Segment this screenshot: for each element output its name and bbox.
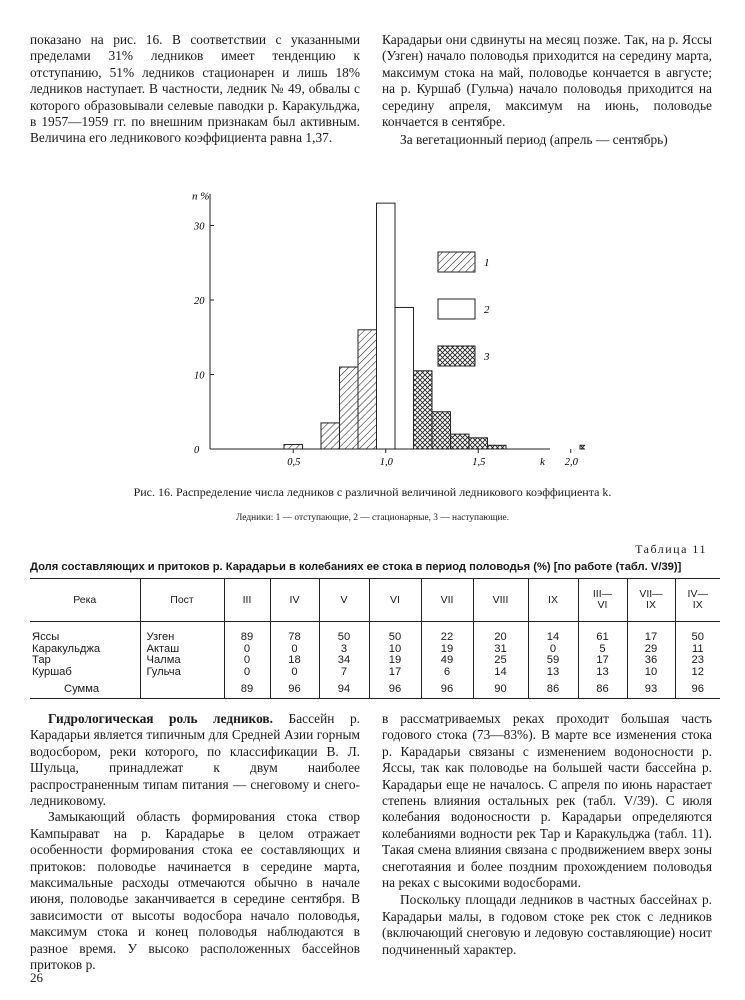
- paragraph: Гидрологическая роль ледников. Бассейн р. Карадарьи является типичным для Средней Азии горным водосбором, реки которого, по классификации В. Л. Шульца, принадлежат к двум наиболее распространенным типам питания — снеговому и снего-ледниковому.: [30, 711, 360, 809]
- table-header-row: [30, 579, 720, 622]
- text-column-right-bottom: [382, 711, 712, 958]
- bar: [414, 371, 433, 449]
- table-cell: [140, 678, 224, 698]
- bar: [340, 367, 359, 449]
- table-cell: Тар: [32, 654, 51, 667]
- legend-label: 3: [484, 351, 490, 363]
- column-header: VII— IX: [627, 579, 675, 622]
- table-cell: 59: [528, 655, 578, 667]
- table-cell: Сумма: [30, 678, 140, 698]
- bar: [432, 412, 451, 449]
- table-body: [30, 622, 720, 699]
- table-cell: 13: [578, 667, 627, 679]
- column-header: IV: [270, 579, 319, 622]
- table-cell: 19: [369, 655, 421, 667]
- table-cell: 10: [627, 667, 675, 679]
- bar: [395, 307, 414, 449]
- table-cell: 0: [224, 644, 270, 656]
- table-cell: Чалма: [140, 655, 224, 667]
- table-cell: 19: [421, 644, 473, 656]
- table-cell: 34: [319, 655, 369, 667]
- table-cell: 22: [421, 622, 473, 644]
- column-header: VI: [369, 579, 421, 622]
- bar: [488, 445, 507, 449]
- legend-label: 2: [484, 304, 490, 316]
- paragraph: За вегетационный период (апрель — сентябрь): [400, 132, 668, 148]
- table-cell: 0: [528, 644, 578, 656]
- table-cell: 96: [421, 678, 473, 698]
- column-header: V: [319, 579, 369, 622]
- bar: [321, 423, 340, 449]
- column-header: IV— IX: [675, 579, 720, 622]
- table-cell: 17: [369, 667, 421, 679]
- paragraph: показано на рис. 16. В соответствии с указанными пределами 31% ледников имеет тенденцию к отступанию, 51% ледников стационарен и лишь 18% ледников наступает. В частности, ледник № 49, обвалы с которого образовывали селевые паводки р. Каракульджа, в 1957—1959 гг. по внешним признакам был активным. Величина его ледникового коэффициента равна 1,37.: [30, 32, 360, 146]
- table-cell: 93: [627, 678, 675, 698]
- table-cell: 86: [528, 678, 578, 698]
- text-column-left-top: [30, 32, 360, 147]
- paragraph: Поскольку площади ледников в частных бассейнах р. Карадарьи малы, в годовом стоке рек сток с ледников (включающий снеговую и ледовую составляющие) носит подчиненный характер.: [382, 892, 712, 957]
- section-heading: Гидрологическая роль ледников.: [48, 711, 274, 726]
- table-cell: 78: [270, 622, 319, 644]
- paragraph: Карадарьи они сдвинуты на месяц позже. Так, на р. Яссы (Узген) начало половодья приходится на середину марта, максимум стока на май, половодье кончается в августе; на р. Куршаб (Гульча) начало половодья приходится на середину апреля, максимум на июнь, половодье кончается в сентябре.: [382, 32, 712, 130]
- bar: [451, 434, 470, 449]
- legend-label: 1: [484, 257, 490, 269]
- column-header: III— VI: [578, 579, 627, 622]
- table-cell: 29: [627, 644, 675, 656]
- column-header: III: [224, 579, 270, 622]
- table-cell: 3: [319, 644, 369, 656]
- table-row: [30, 644, 720, 656]
- table-cell: 17: [627, 622, 675, 644]
- table-cell: 17: [578, 655, 627, 667]
- table-number: Таблица 11: [635, 542, 707, 556]
- paragraph: Замыкающий область формирования стока створ Кампырават на р. Карадарье в целом отражает особенности формирования стока ее составляющих и притоков: половодье начинается в середине марта, максимальные расходы отмечаются обычно в начале июня, половодье заканчивается в середине сентября. В зависимости от высоты водосбора начало половодья, максимум стока и конец половодья наблюдаются в разное время. У высоко расположенных бассейнов притоков р.: [30, 809, 360, 973]
- legend-swatch: [438, 252, 475, 272]
- table-cell: 89: [224, 622, 270, 644]
- bar: [284, 445, 303, 449]
- paragraph: в рассматриваемых реках проходит большая часть годового стока (73—83%). В марте все изменения стока р. Карадарьи связаны с изменением водоносности р. Яссы, так как половодье на большей части бассейна р. Карадарьи еще не началось. С апреля по июнь нарастает степень влияния остальных рек (табл. V/39). С июля колебания водоносности р. Карадарьи определяются колебаниями водности рек Тар и Каракульджа (табл. 11). Такая смена влияния связана с продвижением вверх зоны снеготаяния и более поздним прохождением половодья на реках с высокими водосборами.: [382, 711, 712, 891]
- table-cell: 11: [675, 644, 720, 656]
- table-cell: 18: [270, 655, 319, 667]
- x-tick-label: 0,5: [287, 457, 301, 468]
- table-cell: Акташ: [140, 644, 224, 656]
- histogram-figure: [185, 170, 585, 470]
- table-cell: 96: [369, 678, 421, 698]
- table-cell: Узген: [140, 622, 224, 644]
- page-number: 26: [30, 970, 43, 985]
- table-cell: 6: [421, 667, 473, 679]
- bar: [358, 330, 377, 449]
- table-cell: 5: [578, 644, 627, 656]
- table-sum-row: [30, 678, 720, 698]
- table-cell: 89: [224, 678, 270, 698]
- column-header: Река: [30, 579, 140, 622]
- x-tick-label: 1,5: [472, 457, 486, 468]
- column-header: Пост: [140, 579, 224, 622]
- table-cell: 94: [319, 678, 369, 698]
- legend: [438, 252, 490, 366]
- table-row: [30, 655, 720, 667]
- table-cell: 49: [421, 655, 473, 667]
- figure-legend-text: Ледники: 1 — отступающие, 2 — стационарные, 3 — наступающие.: [236, 513, 509, 523]
- legend-swatch: [438, 346, 475, 366]
- column-header: VIII: [473, 579, 528, 622]
- table-cell: 50: [369, 622, 421, 644]
- y-axis-label: n %: [192, 190, 210, 203]
- text-column-left-bottom: [30, 711, 360, 974]
- y-tick-label: 10: [194, 370, 205, 382]
- table-cell: Куршаб: [32, 665, 72, 678]
- bar: [469, 438, 488, 449]
- table-cell: 50: [675, 622, 720, 644]
- x-axis-label: k: [540, 456, 545, 468]
- table-row: [30, 667, 720, 679]
- table-cell: 14: [473, 667, 528, 679]
- figure-caption: Рис. 16. Распределение числа ледников с различной величиной ледникового коэффициента k.: [133, 485, 612, 499]
- table-row: [30, 622, 720, 644]
- table-cell: 50: [319, 622, 369, 644]
- table-cell: 7: [319, 667, 369, 679]
- table-cell: 86: [578, 678, 627, 698]
- y-tick-label: 20: [194, 296, 205, 307]
- table-cell: Гульча: [140, 667, 224, 679]
- bar: [580, 445, 585, 449]
- table-cell: 10: [369, 644, 421, 656]
- table-cell: 36: [627, 655, 675, 667]
- x-tick-label: 2,0: [564, 457, 578, 468]
- table-cell: 13: [528, 667, 578, 679]
- table-cell: 25: [473, 655, 528, 667]
- x-tick-label: 1,0: [379, 457, 393, 468]
- column-header: IX: [528, 579, 578, 622]
- table-cell: 96: [675, 678, 720, 698]
- table-cell: 0: [224, 655, 270, 667]
- table-cell: 0: [270, 644, 319, 656]
- table-cell: 14: [528, 622, 578, 644]
- table-cell: 12: [675, 667, 720, 679]
- table-cell: 20: [473, 622, 528, 644]
- y-tick-label: 0: [194, 445, 200, 456]
- text-column-right-top: [382, 32, 712, 149]
- table-cell: 23: [675, 655, 720, 667]
- data-table: [30, 578, 720, 699]
- table-cell: Каракульджа: [32, 642, 101, 655]
- table-cell: 31: [473, 644, 528, 656]
- bars: [284, 203, 585, 449]
- legend-swatch: [438, 299, 475, 319]
- table-cell: 0: [224, 667, 270, 679]
- bar: [377, 203, 396, 449]
- column-header: VII: [421, 579, 473, 622]
- table-title: Доля составляющих и притоков р. Карадарьи в колебаниях ее стока в период половодья (%) [по работе (табл. V/39)]: [30, 561, 682, 573]
- table-cell: 61: [578, 622, 627, 644]
- y-tick-label: 30: [194, 221, 205, 233]
- table-cell: 0: [270, 667, 319, 679]
- table-cell: 96: [270, 678, 319, 698]
- table-cell: 90: [473, 678, 528, 698]
- table-cell: Яссы: [32, 631, 60, 643]
